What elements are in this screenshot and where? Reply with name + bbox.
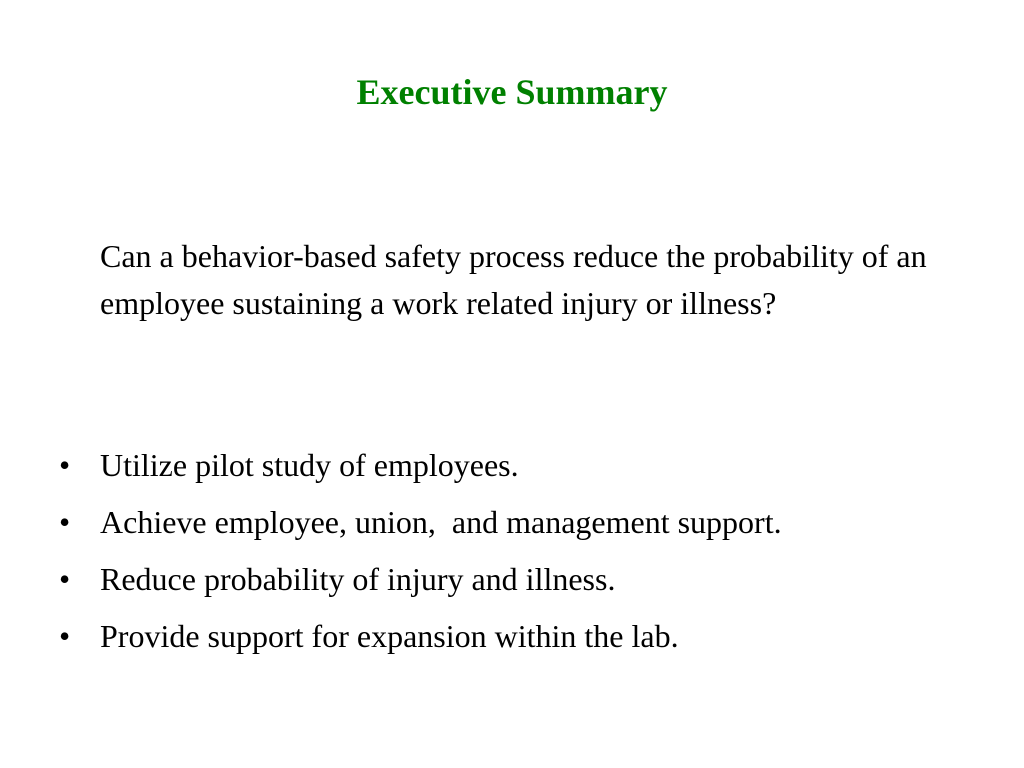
bullet-text: Achieve employee, union, and management support. [100, 504, 782, 540]
bullet-item [0, 500, 1024, 557]
bullet-item [0, 614, 1024, 671]
bullet-list [0, 443, 1024, 671]
slide-title: Executive Summary [356, 72, 668, 112]
bullet-item [0, 557, 1024, 614]
bullet-icon: • [59, 447, 71, 483]
bullet-text: Provide support for expansion within the lab. [100, 618, 679, 654]
bullet-icon: • [59, 561, 71, 597]
intro-question: Can a behavior-based safety process reduce the probability of an employee sustaining a work related injury or illness? [100, 238, 927, 321]
bullet-text: Reduce probability of injury and illness. [100, 561, 616, 597]
bullet-icon: • [59, 504, 71, 540]
bullet-icon: • [59, 618, 71, 654]
bullet-text: Utilize pilot study of employees. [100, 447, 519, 483]
bullet-item [0, 443, 1024, 500]
